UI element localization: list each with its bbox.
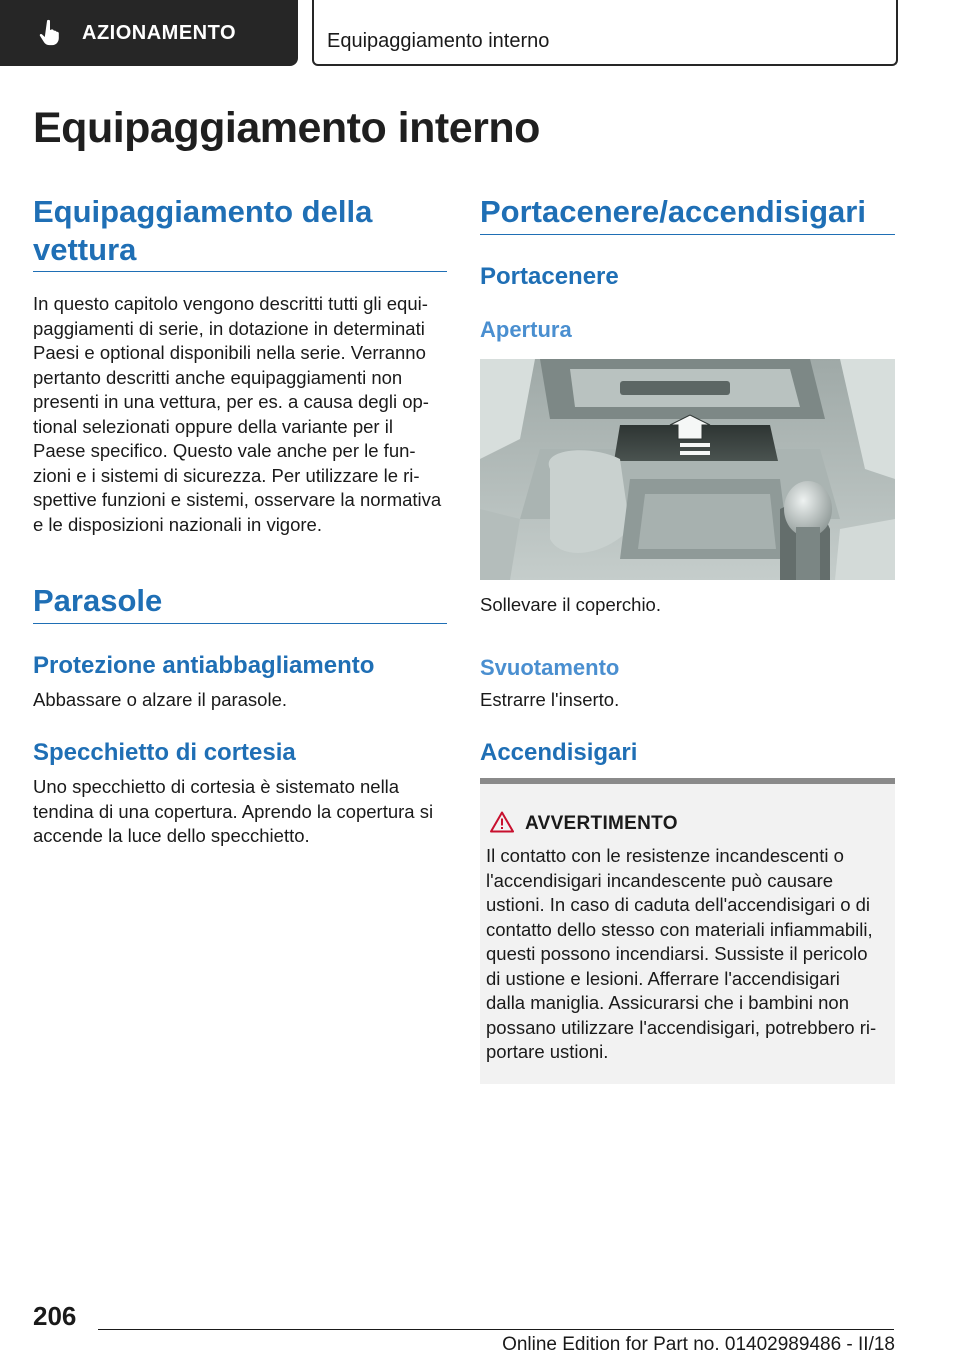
text-line: possano utilizzare l'accendisigari, potrebbero ri- — [486, 1016, 877, 1038]
text-line: Paese specifico. Questo vale anche per le fun- — [33, 440, 416, 461]
header-section-label: AZIONAMENTO — [82, 21, 237, 44]
text-line: e le disposizioni nazionali in vigore. — [33, 513, 322, 535]
header-section-tab — [0, 0, 298, 66]
vehicle-equipment-heading — [33, 193, 447, 269]
glare-protection-heading: Protezione antiabbagliamento — [33, 652, 375, 679]
center-console-illustration — [480, 359, 895, 580]
opening-caption: Sollevare il coperchio. — [480, 594, 661, 615]
text-line: In questo capitolo vengono descritti tutti gli equi- — [33, 293, 428, 314]
opening-heading: Apertura — [480, 317, 572, 342]
ashtray-photo — [480, 359, 895, 580]
text-line: portare ustioni. — [486, 1041, 609, 1062]
text-line: tional selezionati oppure della variante per il — [33, 415, 393, 437]
text-line: dalla maniglia. Assicurarsi che i bambini non — [486, 992, 849, 1013]
heading-divider — [33, 623, 447, 624]
heading-divider — [480, 234, 895, 235]
heading-divider — [33, 271, 447, 272]
text-line: paggiamenti di serie, in dotazione in determinati — [33, 317, 425, 339]
text-line: Paesi e optional disponibili nella serie. Verranno — [33, 342, 426, 363]
footer-divider — [98, 1329, 894, 1330]
text-line: Il contatto con le resistenze incandescenti o — [486, 845, 844, 866]
heading-line: vettura — [33, 232, 137, 267]
edition-info: Online Edition for Part no. 01402989486 - II/18 — [502, 1334, 895, 1355]
emptying-heading: Svuotamento — [480, 655, 620, 680]
page-title: Equipaggiamento interno — [33, 104, 540, 152]
warning-text — [486, 844, 891, 1065]
text-line: contatto dello stesso con materiali infiammabili, — [486, 918, 873, 940]
text-line: l'accendisigari incandescente può causare — [486, 869, 834, 891]
glare-protection-text: Abbassare o alzare il parasole. — [33, 689, 288, 710]
heading-line: Equipaggiamento della — [33, 194, 373, 229]
text-line: Uno specchietto di cortesia è sistemato nella — [33, 776, 400, 797]
warning-triangle-icon — [490, 811, 514, 833]
text-line: di ustione e lesioni. Afferrare l'accendisigari — [486, 967, 840, 989]
sunvisor-heading: Parasole — [33, 583, 163, 618]
header-chapter-label: Equipaggiamento interno — [327, 30, 550, 52]
warning-title: AVVERTIMENTO — [525, 813, 678, 834]
header-chapter-tab — [312, 0, 898, 66]
pointing-hand-icon — [38, 19, 62, 47]
text-line: questi possono incendiarsi. Sussiste il pericolo — [486, 943, 868, 964]
text-line: accende la luce dello specchietto. — [33, 825, 310, 846]
ashtray-heading: Portacenere — [480, 263, 619, 290]
vanity-mirror-heading: Specchietto di cortesia — [33, 739, 296, 766]
emptying-text: Estrarre l'inserto. — [480, 689, 620, 710]
text-line: ustioni. In caso di caduta dell'accendisigari o di — [486, 894, 871, 915]
page-number: 206 — [33, 1301, 77, 1331]
text-line: spettive funzioni e sistemi, osservare la normativa — [33, 489, 442, 510]
text-line: presenti in una vettura, per es. a causa degli op- — [33, 391, 429, 412]
text-line: pertanto descritti anche equipaggiamenti non — [33, 366, 403, 388]
vehicle-equipment-text — [33, 292, 453, 537]
lighter-heading: Accendisigari — [480, 739, 638, 766]
warning-box — [480, 778, 895, 1084]
ashtray-lighter-heading: Portacenere/accendisigari — [480, 194, 866, 229]
text-line: zioni e i sistemi di sicurezza. Per utilizzare le ri- — [33, 464, 420, 486]
text-line: tendina di una copertura. Aprendo la copertura si — [33, 800, 434, 822]
vanity-mirror-text — [33, 775, 453, 849]
